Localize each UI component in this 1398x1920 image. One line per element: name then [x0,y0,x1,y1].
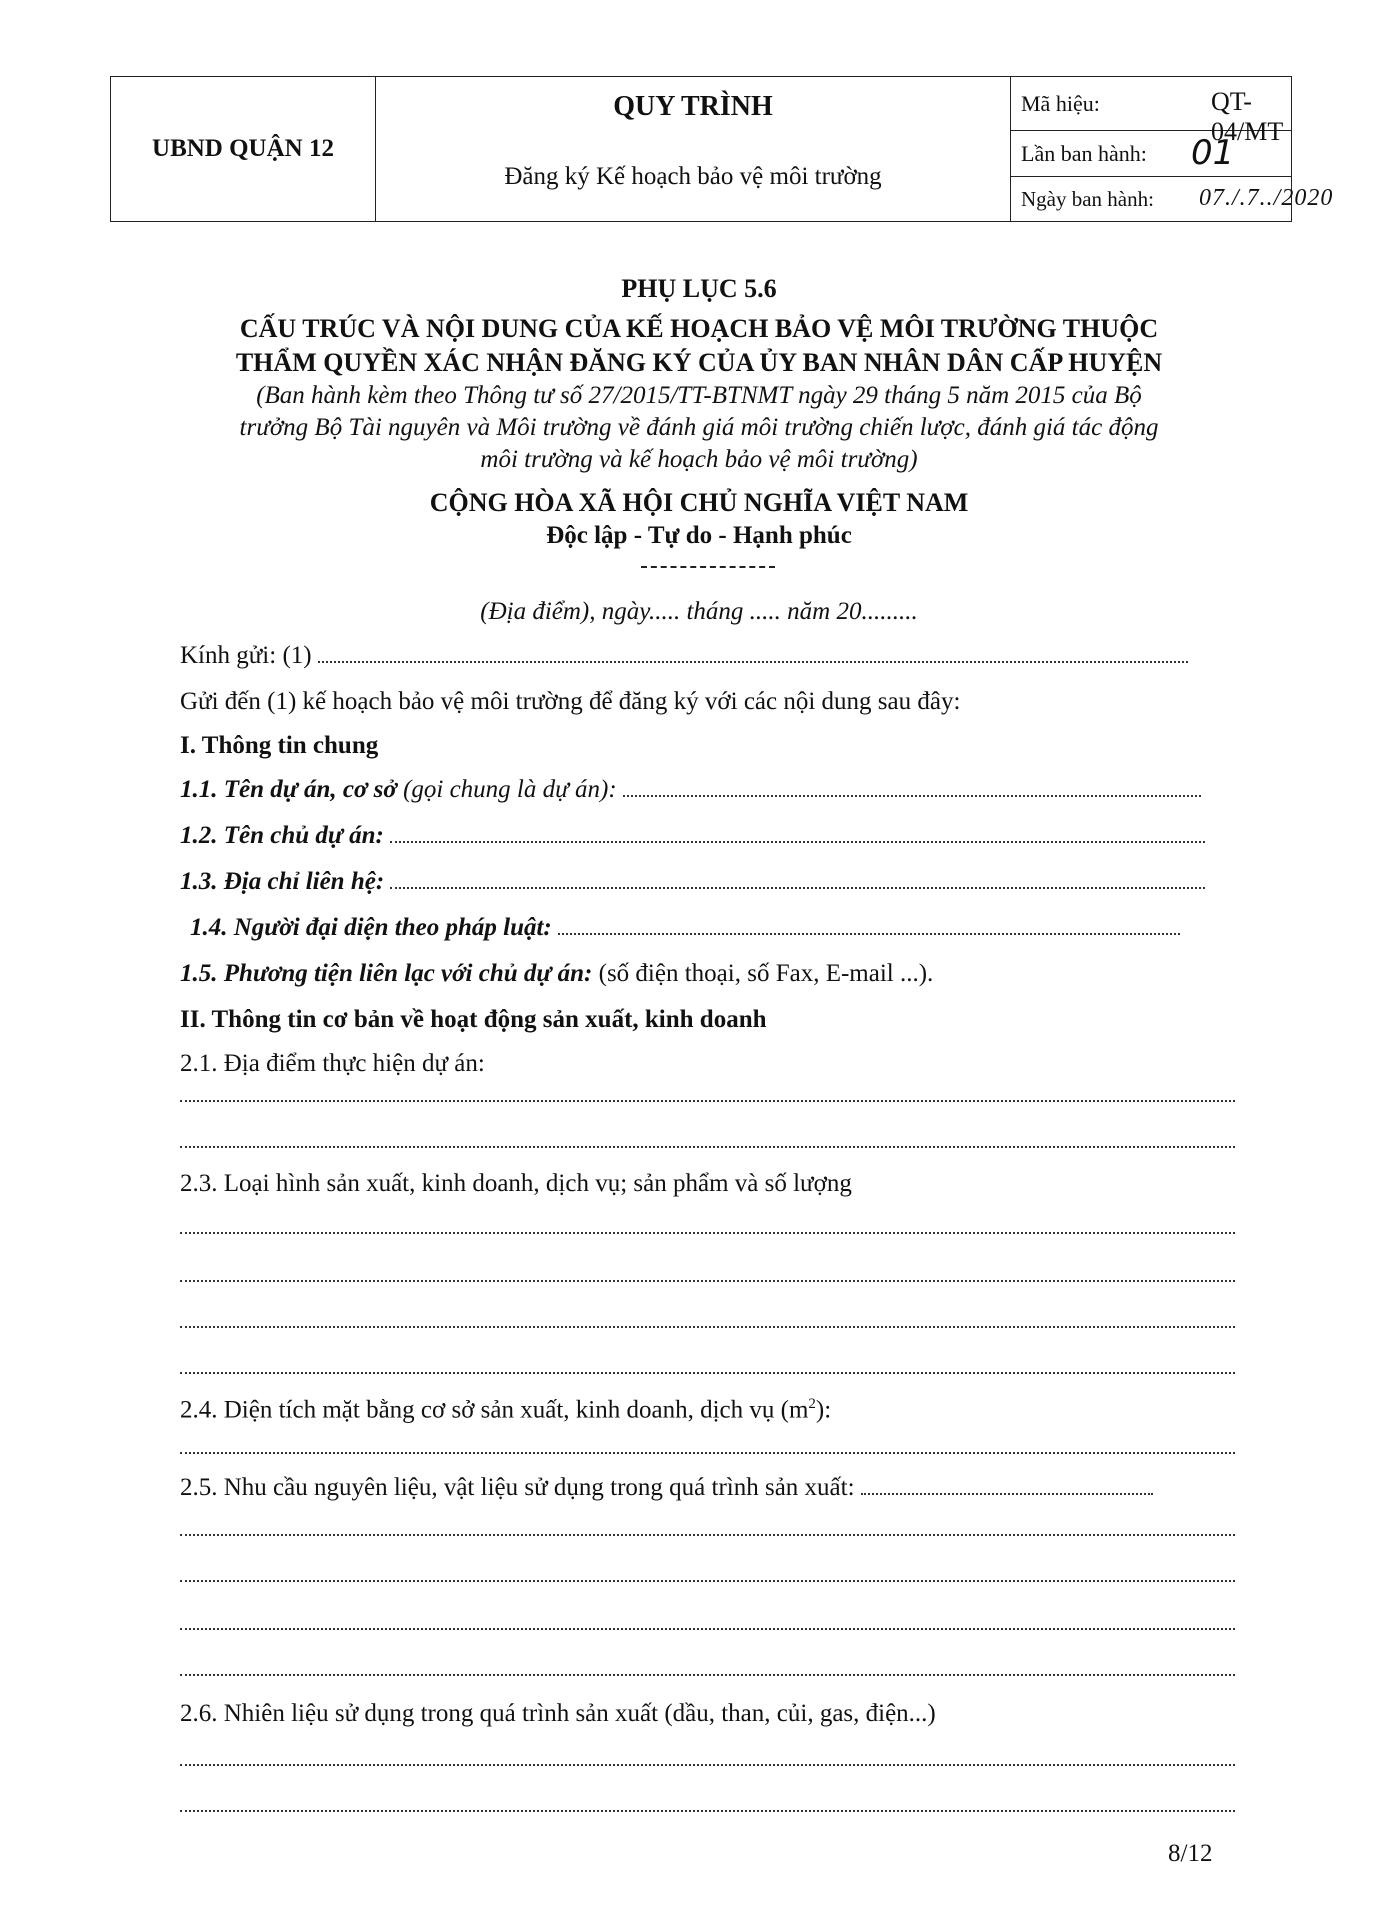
doc-title-cell [376,77,1011,221]
field-1-1 [180,776,1201,804]
field-2-3-fill-4 [180,1368,1235,1374]
appendix-heading-2: THẨM QUYỀN XÁC NHẬN ĐĂNG KÝ CỦA ỦY BAN NHÂN DÂN CẤP HUYỆN [235,348,1163,377]
field-2-5-fill-2 [180,1576,1235,1582]
field-2-4-label: 2.4. Diện tích mặt bằng cơ sở sản xuất, kinh doanh, dịch vụ (m [180,1396,809,1424]
doc-meta-cell [1011,77,1334,221]
field-2-5-label: 2.5. Nhu cầu nguyên liệu, vật liệu sử dụng trong quá trình sản xuất: [180,1474,855,1501]
field-2-1-fill-1 [180,1096,1235,1102]
field-1-5-label: 1.5. Phương tiện liên lạc với chủ dự án: [180,960,593,987]
field-2-3-label: 2.3. Loại hình sản xuất, kinh doanh, dịch vụ; sản phẩm và số lượng [180,1170,852,1197]
field-2-6-fill-2 [180,1806,1235,1812]
field-2-1-label: 2.1. Địa điểm thực hiện dự án: [180,1050,485,1077]
recipient-label: Kính gửi: (1) [180,642,312,669]
field-1-2 [180,822,1205,850]
page-number: 8/12 [1168,1840,1213,1867]
field-1-4-label: 1.4. Người đại diện theo pháp luật: [190,914,552,941]
place-date: (Địa điểm), ngày..... tháng ..... năm 20......... [480,598,918,625]
issue-label: Lần ban hành: [1021,141,1147,166]
code-value: QT-04/MT [1211,87,1284,146]
field-1-2-label: 1.2. Tên chủ dự án: [180,822,384,849]
appendix-heading-1: CẤU TRÚC VÀ NỘI DUNG CỦA KẾ HOẠCH BẢO VỆ MÔI TRƯỜNG THUỘC [239,314,1159,343]
field-2-3-fill-1 [180,1228,1235,1234]
nation-name: CỘNG HÒA XÃ HỘI CHỦ NGHĨA VIỆT NAM [429,488,969,517]
org-name: UBND QUẬN 12 [111,77,376,221]
field-1-5-note: (số điện thoại, số Fax, E-mail ...). [592,960,934,987]
field-2-4-end: ): [815,1396,832,1424]
appendix-note-3: môi trường và kế hoạch bảo vệ môi trường) [480,446,918,473]
recipient-fill [318,659,1188,663]
slogan-divider [641,566,775,568]
field-1-1-fill [623,793,1201,797]
intro-text: Gửi đến (1) kế hoạch bảo vệ môi trường để đăng ký với các nội dung sau đây: [180,688,961,715]
field-1-5 [180,960,933,988]
field-2-5-fill-3 [180,1624,1235,1630]
field-2-6-fill-1 [180,1760,1235,1766]
appendix-note-2: trưởng Bộ Tài nguyên và Môi trường về đánh giá môi trường chiến lược, đánh giá tác động [239,414,1159,441]
field-2-5 [180,1474,1153,1502]
field-2-4-fill [180,1448,1235,1454]
field-1-1-note: (gọi chung là dự án): [396,776,617,803]
field-1-3 [180,868,1205,896]
field-2-5-fill [861,1491,1153,1495]
field-2-5-fill-4 [180,1670,1235,1676]
appendix-note-1: (Ban hành kèm theo Thông tư số 27/2015/TT-BTNMT ngày 29 tháng 5 năm 2015 của Bộ [256,382,1142,409]
section-2-title: II. Thông tin cơ bản về hoạt động sản xuất, kinh doanh [180,1006,767,1033]
field-2-4-sup: 2 [808,1396,816,1412]
date-row [1011,177,1334,221]
field-1-4 [190,914,1180,942]
appendix-title: PHỤ LỤC 5.6 [621,274,777,303]
date-label: Ngày ban hành: [1021,187,1154,211]
field-1-3-fill [390,885,1205,889]
header-table [110,76,1334,222]
doc-type: QUY TRÌNH [613,91,773,122]
issue-value: 01 [1191,133,1235,173]
field-2-4 [180,1396,831,1424]
code-label: Mã hiệu: [1021,91,1100,116]
field-2-3-fill-2 [180,1276,1235,1282]
field-2-3-fill-3 [180,1322,1235,1328]
recipient-line [180,642,1188,670]
code-row [1011,77,1291,146]
date-value: 07./.7../2020 [1199,185,1334,211]
field-1-4-fill [558,931,1180,935]
doc-title: Đăng ký Kế hoạch bảo vệ môi trường [504,163,882,190]
field-2-5-fill-1 [180,1530,1235,1536]
field-1-3-label: 1.3. Địa chỉ liên hệ: [180,868,385,895]
field-1-2-fill [390,839,1205,843]
slogan: Độc lập - Tự do - Hạnh phúc [546,522,852,549]
section-1-title: I. Thông tin chung [180,732,379,759]
field-1-1-label: 1.1. Tên dự án, cơ sở [180,776,397,803]
field-2-1-fill-2 [180,1142,1235,1148]
issue-row [1011,131,1291,177]
field-2-6-label: 2.6. Nhiên liệu sử dụng trong quá trình sản xuất (dầu, than, củi, gas, điện...) [180,1700,936,1727]
